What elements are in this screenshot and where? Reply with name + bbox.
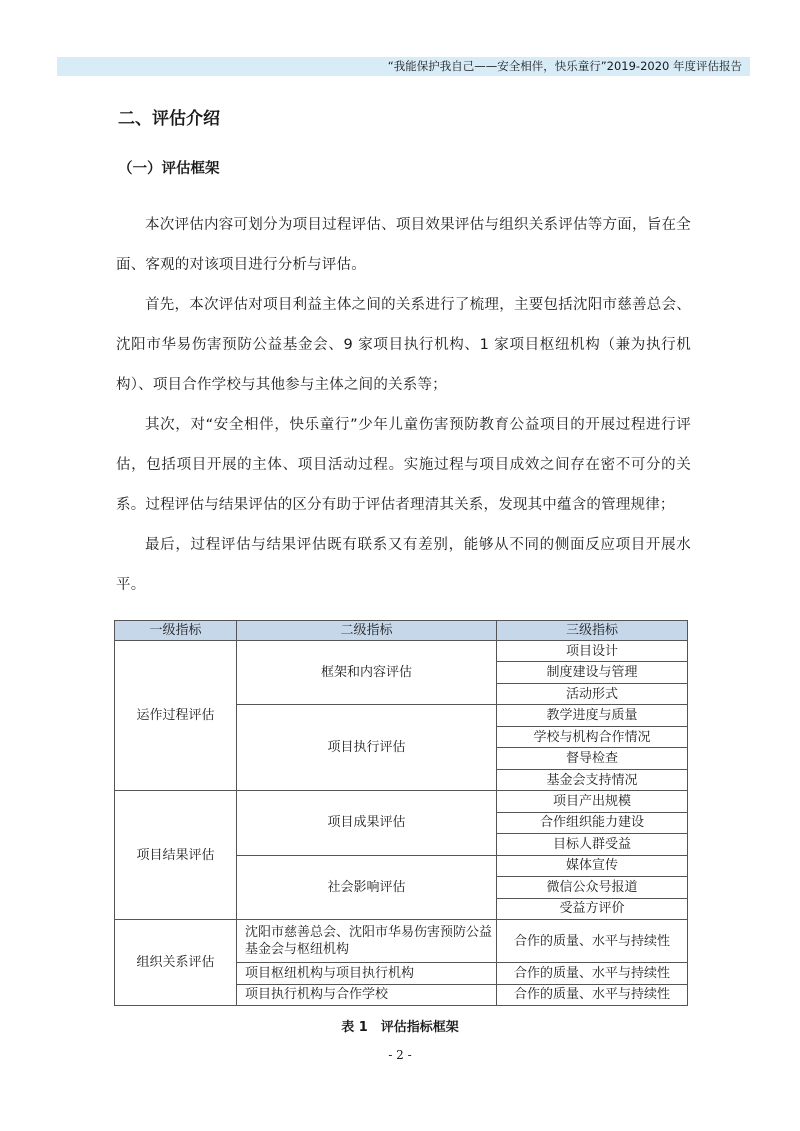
level2-cell: 项目执行评估 [237, 705, 497, 791]
table-header-row [115, 621, 688, 641]
paragraph-last: 最后，过程评估与结果评估既有联系又有差别，能够从不同的侧面反应项目开展水平。 [116, 537, 691, 593]
level3-cell: 目标人群受益 [497, 834, 688, 855]
header-level3: 三级指标 [497, 621, 688, 641]
level1-cell: 组织关系评估 [115, 920, 237, 1006]
level3-cell: 制度建设与管理 [497, 662, 688, 683]
table-caption: 表 1 评估指标框架 [341, 1020, 459, 1035]
level3-cell: 合作的质量、水平与持续性 [497, 920, 688, 963]
level3-cell: 项目产出规模 [497, 791, 688, 812]
level3-cell: 督导检查 [497, 748, 688, 769]
level2-cell: 项目执行机构与合作学校 [237, 984, 497, 1006]
level3-cell: 基金会支持情况 [497, 769, 688, 790]
paragraph-first: 首先，本次评估对项目利益主体之间的关系进行了梳理，主要包括沈阳市慈善总会、沈阳市华易伤害预防公益基金会、9 家项目执行机构、1 家项目枢纽机构（兼为执行机构）、项目合作学校与其他参与主体之间的关系等； [116, 297, 691, 393]
level2-cell: 框架和内容评估 [237, 641, 497, 705]
header-level1: 一级指标 [115, 621, 237, 641]
table-row [115, 920, 688, 963]
level2-cell: 项目成果评估 [237, 791, 497, 855]
level3-cell: 微信公众号报道 [497, 877, 688, 898]
level2-cell: 社会影响评估 [237, 855, 497, 919]
level1-cell: 项目结果评估 [115, 791, 237, 920]
body-text [116, 205, 691, 605]
level3-cell: 活动形式 [497, 683, 688, 704]
level3-cell: 受益方评价 [497, 898, 688, 919]
subsection-title: （一）评估框架 [118, 161, 220, 177]
level3-cell: 媒体宣传 [497, 855, 688, 876]
table-row [115, 791, 688, 812]
running-header: “我能保护我自己——安全相伴，快乐童行”2019-2020 年度评估报告 [387, 59, 742, 73]
level1-cell: 运作过程评估 [115, 641, 237, 791]
level3-cell: 合作组织能力建设 [497, 812, 688, 833]
paragraph-scope: 本次评估内容可划分为项目过程评估、项目效果评估与组织关系评估等方面，旨在全面、客观的对该项目进行分析与评估。 [116, 217, 691, 273]
level3-cell: 教学进度与质量 [497, 705, 688, 726]
level3-cell: 合作的质量、水平与持续性 [497, 984, 688, 1006]
page-number: - 2 - [388, 1048, 412, 1062]
table-row [115, 641, 688, 662]
level3-cell: 合作的质量、水平与持续性 [497, 963, 688, 984]
section-title: 二、评估介绍 [118, 109, 220, 129]
level3-cell: 学校与机构合作情况 [497, 726, 688, 747]
header-level2: 二级指标 [237, 621, 497, 641]
paragraph-second: 其次，对“安全相伴，快乐童行”少年儿童伤害预防教育公益项目的开展过程进行评估，包括项目开展的主体、项目活动过程。实施过程与项目成效之间存在密不可分的关系。过程评估与结果评估的区分有助于评估者理清其关系，发现其中蕴含的管理规律； [116, 417, 691, 513]
evaluation-framework-table [114, 620, 688, 1006]
level3-cell: 项目设计 [497, 641, 688, 662]
level2-cell: 项目枢纽机构与项目执行机构 [237, 963, 497, 984]
level2-cell: 沈阳市慈善总会、沈阳市华易伤害预防公益基金会与枢纽机构 [237, 920, 497, 963]
